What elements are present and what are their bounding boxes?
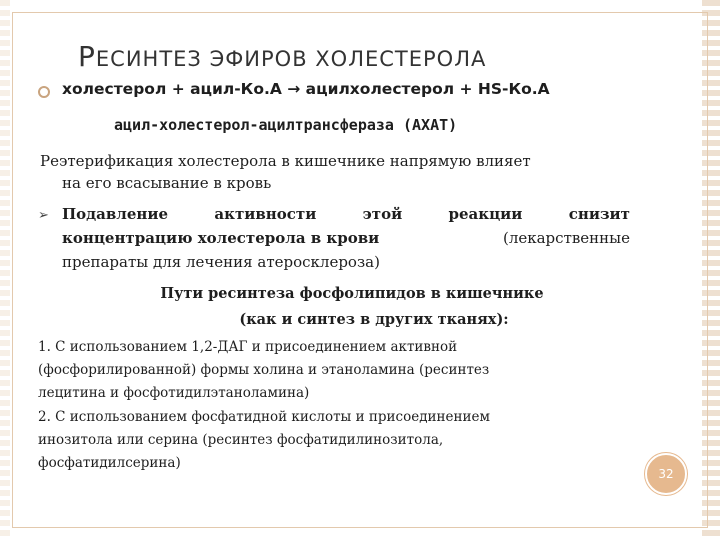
title-part1: ЕСИНТЕЗ (95, 47, 210, 71)
bullet-word: Подавление (62, 205, 169, 223)
list-item-2 (38, 406, 638, 475)
bullet-word: активности (214, 205, 317, 223)
paragraph-line: Реэтерификация холестерола в кишечнике напрямую влияет (40, 152, 531, 170)
bullet-bold-text: концентрацию холестерола в крови (62, 229, 380, 247)
inhibition-bullet (62, 202, 630, 274)
bullet-word: реакции (448, 205, 523, 223)
reaction-equation: холестерол + ацил-Ко.А → ацилхолестерол + HS-Ко.А (62, 80, 550, 98)
list-item-line: (фосфорилированной) формы холина и этаноламина (ресинтез (38, 362, 490, 378)
left-decorative-stripe (0, 0, 10, 540)
bullet-word: снизит (568, 205, 630, 223)
title-first-letter: Р (78, 40, 96, 73)
list-item-1 (38, 336, 638, 405)
slide-title (78, 40, 486, 73)
bullet-line-2 (62, 226, 630, 250)
bullet-line-3: препараты для лечения атеросклероза) (62, 253, 380, 271)
list-item-line: 2. С использованием фосфатидной кислоты и присоединением (38, 409, 490, 425)
list-item-line: фосфатидилсерина) (38, 455, 181, 471)
section-heading-line1: Пути ресинтеза фосфолипидов в кишечнике (160, 285, 544, 302)
circle-bullet-icon (38, 86, 50, 98)
list-item-line: инозитола или серина (ресинтез фосфатидилинозитола, (38, 432, 444, 448)
list-item-line: 1. С использованием 1,2-ДАГ и присоединением активной (38, 339, 458, 355)
list-item-line: лецитина и фосфотидилэтаноламина) (38, 385, 310, 401)
bullet-normal-text: (лекарственные (502, 229, 630, 247)
bullet-word: этой (362, 205, 403, 223)
bullet-line-1 (62, 202, 630, 226)
enzyme-name: ацил-холестерол-ацилтрансфераза (АХАТ) (114, 116, 458, 134)
absorption-paragraph (40, 150, 640, 194)
title-part2: ЭФИРОВ ХОЛЕСТЕРОЛА (209, 47, 487, 71)
section-heading-line2: (как и синтез в других тканях): (239, 311, 509, 328)
paragraph-line: на его всасывание в кровь (62, 174, 272, 192)
arrow-bullet-icon: ➢ (38, 208, 49, 223)
page-number-badge: 32 (645, 453, 687, 495)
